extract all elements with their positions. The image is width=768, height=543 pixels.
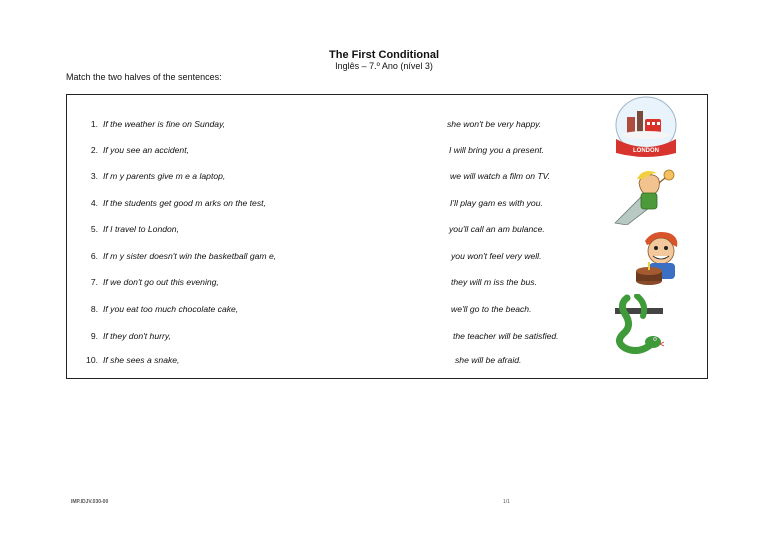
snow-globe-image xyxy=(613,95,679,159)
boy-with-cake-image xyxy=(633,229,691,297)
snake-image xyxy=(613,294,665,354)
left-item: 8. If you eat too much chocolate cake, xyxy=(90,304,239,314)
right-item: I will bring you a present. xyxy=(449,145,545,155)
footer-code: IMP.IDJV.030-00 xyxy=(71,499,109,505)
instruction-text: Match the two halves of the sentences: xyxy=(66,72,222,82)
footer-page-number: 1/1 xyxy=(503,499,510,505)
left-item: 2. If you see an accident, xyxy=(90,145,189,155)
page-title: The First Conditional xyxy=(329,49,439,61)
girl-with-bag-image xyxy=(613,165,675,225)
right-item: they will m iss the bus. xyxy=(451,277,537,287)
right-item: we'll go to the beach. xyxy=(451,304,532,314)
left-item: 10. If she sees a snake, xyxy=(86,355,180,365)
left-item: 9. If they don't hurry, xyxy=(90,331,171,341)
right-item: you won't feel very well. xyxy=(451,251,542,261)
left-item: 3. If m y parents give m e a laptop, xyxy=(90,171,226,181)
right-item: she will be afraid. xyxy=(455,355,522,365)
left-item: 6. If m y sister doesn't win the basketball gam e, xyxy=(90,251,277,261)
right-item: the teacher will be satisfied. xyxy=(453,331,559,341)
left-item: 7. If we don't go out this evening, xyxy=(90,277,219,287)
left-item: 5. If I travel to London, xyxy=(90,224,179,234)
left-item: 4. If the students get good m arks on the test, xyxy=(90,198,266,208)
page-subtitle: Inglês – 7.º Ano (nível 3) xyxy=(335,61,433,71)
right-item: she won't be very happy. xyxy=(447,119,542,129)
right-item: I'll play gam es with you. xyxy=(450,198,543,208)
right-item: we will watch a film on TV. xyxy=(450,171,551,181)
left-item: 1. If the weather is fine on Sunday, xyxy=(90,119,226,129)
right-item: you'll call an am bulance. xyxy=(449,224,545,234)
snow-globe-label: LONDON xyxy=(633,148,659,154)
